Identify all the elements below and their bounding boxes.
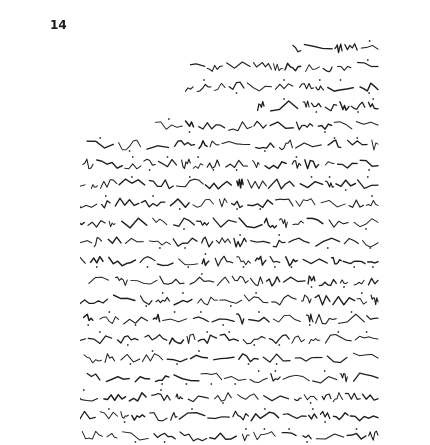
text-line [55,96,380,115]
text-line [55,213,380,232]
text-line [55,38,380,57]
page-number: 14 [50,18,67,32]
text-line [55,135,380,154]
text-line [55,406,380,425]
text-line [55,290,380,309]
text-line [55,77,380,96]
text-line [55,309,380,328]
text-line [55,57,380,76]
text-line [55,116,380,135]
text-line [55,174,380,193]
text-line [55,251,380,270]
text-line [55,426,380,445]
text-line [55,348,380,367]
text-line [55,368,380,387]
text-line [55,154,380,173]
text-line [55,271,380,290]
body-text [55,38,380,445]
text-line [55,232,380,251]
text-line [55,193,380,212]
text-line [55,387,380,406]
text-line [55,329,380,348]
